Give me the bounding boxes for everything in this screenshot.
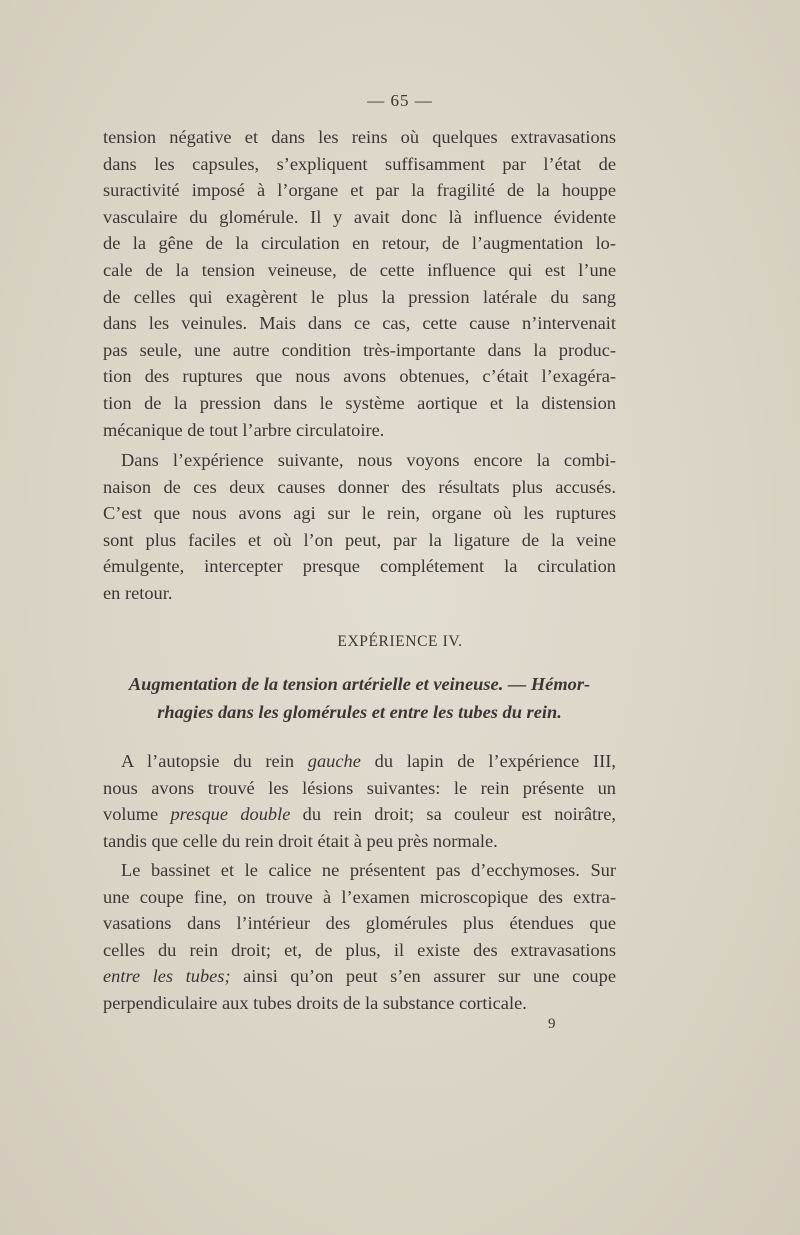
text-line: [103, 748, 616, 775]
emphasis: presque double: [170, 804, 291, 825]
paragraph-4: [103, 857, 616, 1017]
subtitle-line: rhagies dans les glomérules et entre les tubes du rein.: [157, 702, 562, 722]
text-line: suractivité imposé à l’organe et par la fragilité de la houppe: [103, 180, 616, 201]
text-line: Le bassinet et le calice ne présentent pas d’ecchymoses. Sur: [121, 860, 616, 880]
text-line: tension négative et dans les reins où quelques extravasations: [103, 127, 616, 147]
paragraph-1: [103, 124, 616, 443]
subtitle-line: Augmentation de la tension artérielle et veineuse. — Hémor-: [128, 674, 591, 694]
paragraph-3: [103, 748, 616, 854]
emphasis: gauche: [307, 751, 361, 771]
text-line: cale de la tension veineuse, de cette influence qui est l’une: [103, 259, 616, 280]
text-line: de celles qui exagèrent le plus la pression latérale du sang: [103, 286, 616, 307]
text-run: ainsi qu’on peut s’en assurer sur une coupe: [230, 966, 616, 987]
text-line: vasations dans l’intérieur des glomérules plus étendues que: [103, 913, 616, 934]
section-heading: EXPÉRIENCE IV.: [337, 633, 463, 650]
text-line: vasculaire du glomérule. Il y avait donc là influence évidente: [103, 206, 616, 227]
text-line: naison de ces deux causes donner des résultats plus accusés.: [103, 476, 616, 497]
text-line: nous avons trouvé les lésions suivantes: le rein présente un: [103, 777, 616, 798]
paragraph-2: [103, 447, 616, 607]
text-line: sont plus faciles et où l’on peut, par la ligature de la veine: [103, 529, 616, 550]
text-line: une coupe fine, on trouve à l’examen microscopique des extra-: [103, 886, 616, 907]
signature-mark: 9: [548, 1016, 556, 1032]
text-run: du rein droit; sa couleur est noirâtre,: [290, 804, 616, 825]
text-run: volume: [103, 804, 171, 825]
text-line: dans les veinules. Mais dans ce cas, cette cause n’intervenait: [103, 313, 616, 334]
text-line: C’est que nous avons agi sur le rein, organe où les ruptures: [103, 503, 616, 524]
text-line: de la gêne de la circulation en retour, de l’augmentation lo-: [103, 233, 616, 254]
text-line: émulgente, intercepter presque complétement la circulation: [103, 556, 616, 577]
text-run: du lapin de l’expérience III,: [360, 751, 616, 771]
section-subtitle: [103, 670, 616, 726]
text-line: tion de la pression dans le système aortique et la distension: [103, 392, 616, 413]
text-line: tandis que celle du rein droit était à peu près normale.: [103, 830, 498, 851]
text-line: perpendiculaire aux tubes droits de la substance corticale.: [103, 992, 527, 1013]
text-line: celles du rein droit; et, de plus, il existe des extravasations: [103, 939, 616, 960]
text-run: A l’autopsie du rein: [121, 751, 308, 771]
text-line: dans les capsules, s’expliquent suffisamment par l’état de: [103, 153, 616, 174]
page-number: — 65 —: [367, 91, 433, 110]
emphasis: entre les tubes;: [103, 966, 231, 987]
text-line: [103, 963, 616, 990]
text-line: Dans l’expérience suivante, nous voyons encore la combi-: [121, 450, 616, 470]
text-line: [103, 801, 616, 828]
text-line: pas seule, une autre condition très-importante dans la produc-: [103, 339, 616, 360]
text-line: mécanique de tout l’arbre circulatoire.: [103, 419, 385, 440]
text-line: en retour.: [103, 582, 173, 603]
text-line: tion des ruptures que nous avons obtenues, c’était l’exagéra-: [103, 366, 616, 387]
